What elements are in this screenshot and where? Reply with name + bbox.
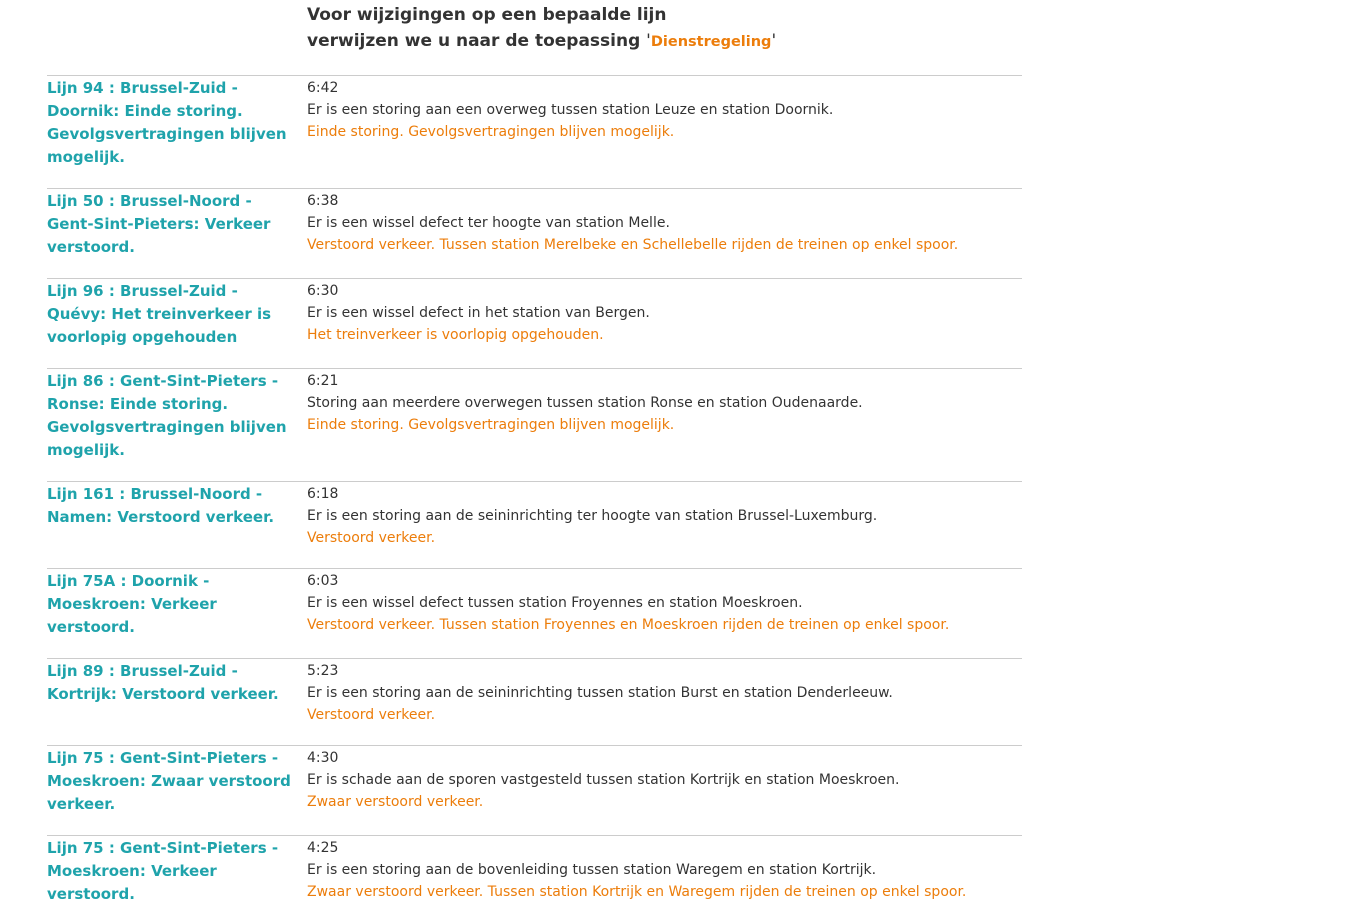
disruption-details bbox=[307, 77, 1022, 169]
disruption-title-line: Moeskroen: Zwaar verstoord bbox=[47, 772, 291, 790]
disruption-description: Er is een wissel defect in het station van Bergen. bbox=[307, 305, 650, 321]
disruption-details bbox=[307, 190, 1022, 259]
disruption-details bbox=[307, 747, 1022, 816]
disruption-title-line: Gevolgsvertragingen blijven bbox=[47, 418, 287, 436]
disruption-item bbox=[47, 481, 1022, 568]
disruption-item bbox=[47, 745, 1022, 835]
disruption-title-line: Lijn 75 : Gent-Sint-Pieters - bbox=[47, 839, 279, 857]
disruption-item bbox=[47, 568, 1022, 658]
disruption-time: 6:38 bbox=[307, 193, 339, 209]
notice-line-1: Voor wijzigingen op een bepaalde lijn bbox=[307, 5, 667, 25]
disruption-title-line: Kortrijk: Verstoord verkeer. bbox=[47, 685, 279, 703]
disruption-details bbox=[307, 483, 1022, 549]
disruption-title-line: Ronse: Einde storing. bbox=[47, 395, 229, 413]
disruption-title bbox=[47, 570, 307, 639]
disruption-details bbox=[307, 660, 1022, 726]
disruption-status: Zwaar verstoord verkeer. Tussen station Kortrijk en Waregem rijden de treinen op enkel spoor. bbox=[307, 884, 967, 900]
disruption-description: Er is een wissel defect ter hoogte van station Melle. bbox=[307, 215, 670, 231]
disruption-item bbox=[47, 368, 1022, 481]
disruption-status: Het treinverkeer is voorlopig opgehouden. bbox=[307, 327, 604, 343]
disruption-status: Einde storing. Gevolgsvertragingen blijven mogelijk. bbox=[307, 124, 675, 140]
disruption-title bbox=[47, 370, 307, 462]
disruption-description: Storing aan meerdere overwegen tussen station Ronse en station Oudenaarde. bbox=[307, 395, 863, 411]
disruption-title-line: Lijn 94 : Brussel-Zuid - bbox=[47, 79, 238, 97]
disruption-title-line: verstoord. bbox=[47, 618, 135, 636]
disruption-description: Er is een wissel defect tussen station Froyennes en station Moeskroen. bbox=[307, 595, 803, 611]
disruption-status: Verstoord verkeer. Tussen station Merelbeke en Schellebelle rijden de treinen op enkel spoor. bbox=[307, 237, 959, 253]
disruption-title bbox=[47, 747, 307, 816]
disruption-title-line: verkeer. bbox=[47, 795, 116, 813]
disruption-status: Verstoord verkeer. bbox=[307, 707, 436, 723]
disruption-time: 4:25 bbox=[307, 840, 339, 856]
disruption-list bbox=[47, 75, 1022, 906]
quote-open: ' bbox=[646, 31, 651, 51]
dienstregeling-link[interactable]: Dienstregeling bbox=[650, 34, 772, 50]
disruption-title-line: mogelijk. bbox=[47, 441, 125, 459]
disruption-status: Verstoord verkeer. Tussen station Froyennes en Moeskroen rijden de treinen op enkel spoor. bbox=[307, 617, 950, 633]
disruption-description: Er is een storing aan de seininrichting tussen station Burst en station Denderleeuw. bbox=[307, 685, 893, 701]
disruption-details bbox=[307, 370, 1022, 462]
disruption-time: 4:30 bbox=[307, 750, 339, 766]
disruption-description: Er is een storing aan een overweg tussen station Leuze en station Doornik. bbox=[307, 102, 834, 118]
disruption-title-line: Gevolgsvertragingen blijven bbox=[47, 125, 287, 143]
disruption-time: 6:30 bbox=[307, 283, 339, 299]
notice-line-2-text: verwijzen we u naar de toepassing bbox=[307, 31, 647, 51]
disruption-title bbox=[47, 660, 307, 726]
disruption-title-line: Lijn 86 : Gent-Sint-Pieters - bbox=[47, 372, 279, 390]
disruption-title-line: Moeskroen: Verkeer bbox=[47, 862, 217, 880]
disruption-status: Einde storing. Gevolgsvertragingen blijven mogelijk. bbox=[307, 417, 675, 433]
disruption-time: 6:21 bbox=[307, 373, 339, 389]
disruption-item bbox=[47, 835, 1022, 906]
disruption-title-line: mogelijk. bbox=[47, 148, 125, 166]
disruption-title-line: Lijn 50 : Brussel-Noord - bbox=[47, 192, 252, 210]
disruption-time: 6:18 bbox=[307, 486, 339, 502]
disruption-title-line: Lijn 96 : Brussel-Zuid - bbox=[47, 282, 238, 300]
disruption-title-line: voorlopig opgehouden bbox=[47, 328, 238, 346]
disruption-title-line: Quévy: Het treinverkeer is bbox=[47, 305, 272, 323]
timetable-notice bbox=[0, 0, 1367, 55]
disruption-details bbox=[307, 280, 1022, 349]
disruption-title bbox=[47, 280, 307, 349]
disruption-item bbox=[47, 278, 1022, 368]
quote-close: ' bbox=[771, 31, 777, 51]
disruption-title-line: verstoord. bbox=[47, 238, 135, 256]
disruption-title-line: Namen: Verstoord verkeer. bbox=[47, 508, 275, 526]
disruption-title-line: Lijn 75A : Doornik - bbox=[47, 572, 210, 590]
disruption-title-line: Doornik: Einde storing. bbox=[47, 102, 243, 120]
disruption-title-line: Gent-Sint-Pieters: Verkeer bbox=[47, 215, 271, 233]
disruption-description: Er is een storing aan de seininrichting ter hoogte van station Brussel-Luxemburg. bbox=[307, 508, 878, 524]
disruption-time: 5:23 bbox=[307, 663, 339, 679]
disruption-title-line: Lijn 75 : Gent-Sint-Pieters - bbox=[47, 749, 279, 767]
disruption-time: 6:42 bbox=[307, 80, 339, 96]
disruption-title bbox=[47, 190, 307, 259]
disruption-title bbox=[47, 77, 307, 169]
disruption-title-line: Lijn 89 : Brussel-Zuid - bbox=[47, 662, 238, 680]
notice-line-2 bbox=[307, 28, 1367, 55]
disruption-status: Verstoord verkeer. bbox=[307, 530, 436, 546]
disruption-description: Er is een storing aan de bovenleiding tussen station Waregem en station Kortrijk. bbox=[307, 862, 877, 878]
disruption-item bbox=[47, 75, 1022, 188]
disruption-details bbox=[307, 837, 1022, 906]
disruption-item bbox=[47, 188, 1022, 278]
disruption-status: Zwaar verstoord verkeer. bbox=[307, 794, 484, 810]
disruption-description: Er is schade aan de sporen vastgesteld tussen station Kortrijk en station Moeskroen. bbox=[307, 772, 900, 788]
disruption-title bbox=[47, 837, 307, 906]
disruption-time: 6:03 bbox=[307, 573, 339, 589]
disruption-details bbox=[307, 570, 1022, 639]
disruption-title bbox=[47, 483, 307, 549]
disruption-title-line: verstoord. bbox=[47, 885, 135, 903]
disruption-title-line: Lijn 161 : Brussel-Noord - bbox=[47, 485, 263, 503]
disruption-title-line: Moeskroen: Verkeer bbox=[47, 595, 217, 613]
disruption-item bbox=[47, 658, 1022, 745]
